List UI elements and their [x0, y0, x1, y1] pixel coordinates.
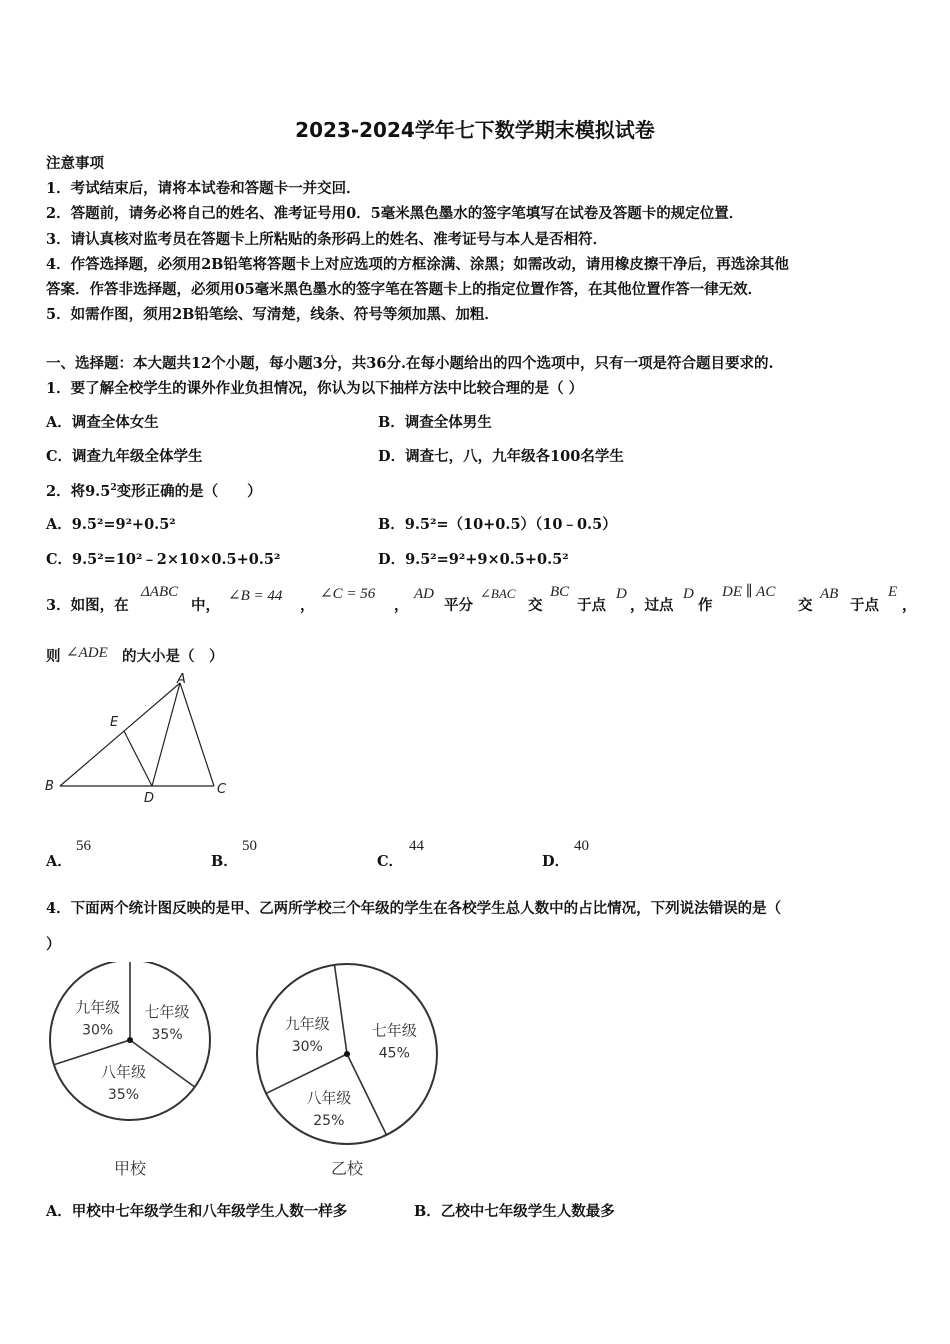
q3-text: 3．如图，在 [46, 597, 129, 614]
point-label-e: E [110, 715, 119, 730]
pie-slice-percent: 35% [107, 1087, 140, 1104]
notice-item: 3．请认真核对监考员在答题卡上所粘贴的条形码上的姓名、准考证号与本人是否相符． [46, 231, 608, 248]
q3-math: D [683, 586, 694, 602]
notice-item: 答案．作答非选择题，必须用05毫米黑色墨水的签字笔在答题卡上的指定位置作答，在其他位置作答一律无效． [46, 281, 763, 298]
point-label-b: B [45, 779, 54, 794]
pie-slice-category: 八年级 [306, 1088, 352, 1107]
q3-math: DE ∥ AC [722, 584, 776, 600]
question-1-option-c: C．调查九年级全体学生 [46, 448, 203, 465]
question-3-option-c-value: 44 [409, 838, 424, 854]
q3-text: ，过点 [630, 597, 674, 614]
q3-text: 的大小是（ ） [122, 648, 224, 665]
question-4-option-a: A．甲校中七年级学生和八年级学生人数一样多 [46, 1203, 348, 1220]
q3-text: ， [394, 597, 409, 614]
question-3-option-b-letter: B． [211, 853, 238, 870]
segment-de [124, 731, 152, 786]
pie-slice-category: 七年级 [144, 1003, 190, 1022]
question-3-stem [46, 582, 916, 612]
q3-math: ∠B = 44 [228, 588, 283, 604]
pie-chart-jia [50, 962, 210, 1178]
question-2-stem-post: 变形正确的是（ ） [116, 483, 262, 500]
pie-title: 乙校 [330, 1159, 364, 1178]
q3-text: ， [902, 597, 917, 614]
q3-text: 交 [528, 597, 543, 614]
question-2-stem-pre: 2．将9.5 [46, 483, 111, 500]
page-title: 2023-2024学年七下数学期末模拟试卷 [295, 118, 655, 142]
q3-text: 平分 [444, 597, 473, 614]
q3-text: 中， [191, 597, 220, 614]
q3-math: ΔABC [141, 584, 179, 600]
question-1-option-d: D．调查七，八，九年级各100名学生 [378, 448, 624, 465]
question-3-option-d-value: 40 [574, 838, 589, 854]
q3-math: AB [820, 586, 839, 602]
section-heading: 一、选择题：本大题共12个小题，每小题3分，共36分.在每小题给出的四个选项中，只有一项是符合题目要求的. [46, 355, 774, 372]
point-label-c: C [217, 782, 227, 797]
q3-text: 作 [698, 597, 713, 614]
pie-slice-category: 七年级 [371, 1021, 417, 1040]
question-3-option-c-letter: C． [377, 853, 404, 870]
q3-math: AD [414, 586, 434, 602]
notice-item: 2．答题前，请务必将自己的姓名、准考证号用0．5毫米黑色墨水的签字笔填写在试卷及答题卡的规定位置． [46, 205, 744, 222]
notice-item: 4．作答选择题，必须用2B铅笔将答题卡上对应选项的方框涂满、涂黑；如需改动，请用橡皮擦干净后，再选涂其他 [46, 256, 789, 273]
pie-center-dot [127, 1037, 133, 1043]
pie-charts [40, 962, 450, 1184]
question-1-stem: 1．要了解全校学生的课外作业负担情况，你认为以下抽样方法中比较合理的是（ ） [46, 380, 584, 397]
question-3-stem-line2 [46, 643, 346, 665]
q3-math: ∠C = 56 [320, 586, 376, 602]
triangle-figure [40, 670, 240, 810]
pie-title: 甲校 [113, 1159, 147, 1178]
q3-math: D [616, 586, 627, 602]
question-2-option-b: B．9.5²=（10+0.5）（10﹣0.5） [378, 516, 617, 533]
question-2-option-d: D．9.5²=9²+9×0.5+0.5² [378, 551, 569, 568]
q3-text: 交 [798, 597, 813, 614]
question-2-option-c: C．9.5²=10²﹣2×10×0.5+0.5² [46, 551, 281, 568]
q3-text: 则 [46, 648, 61, 665]
pie-slice-category: 八年级 [100, 1063, 147, 1082]
notice-item: 1．考试结束后，请将本试卷和答题卡一并交回． [46, 180, 361, 197]
pie-slice-percent: 30% [82, 1022, 114, 1039]
pie-slice-percent: 30% [291, 1038, 323, 1055]
question-4-option-b: B．乙校中七年级学生人数最多 [414, 1203, 615, 1220]
q3-math: E [888, 584, 898, 600]
q3-math: ∠ADE [66, 645, 108, 661]
question-3-option-b-value: 50 [242, 838, 257, 854]
q3-math: ∠BAC [480, 586, 516, 601]
point-label-a: A [177, 672, 186, 687]
segment-ac [180, 683, 214, 786]
pie-slice-percent: 35% [151, 1027, 183, 1044]
question-3-option-a-letter: A． [46, 853, 72, 870]
question-4-stem-end: ） [46, 936, 61, 953]
q3-text: 于点 [850, 597, 879, 614]
question-3-option-a-value: 56 [76, 838, 91, 854]
notice-heading: 注意事项 [46, 155, 104, 172]
q3-math: BC [550, 584, 570, 600]
pie-slice-category: 九年级 [75, 998, 121, 1017]
pie-slice-percent: 25% [313, 1112, 345, 1129]
question-3-option-d-letter: D． [542, 853, 570, 870]
pie-chart-yi [257, 964, 437, 1178]
question-1-option-b: B．调查全体男生 [378, 414, 492, 431]
q3-text: 于点 [577, 597, 606, 614]
q3-text: ， [300, 597, 315, 614]
question-4-stem: 4．下面两个统计图反映的是甲、乙两所学校三个年级的学生在各校学生总人数中的占比情况，下列说法错误的是（ [46, 900, 782, 917]
pie-slice-category: 九年级 [284, 1014, 330, 1033]
pie-center-dot [344, 1051, 350, 1057]
segment-ad [152, 683, 180, 786]
pie-slice-percent: 45% [378, 1045, 410, 1062]
question-2-stem: 2．将$9.5^2$变形正确的是（ ） [46, 483, 262, 500]
question-2-option-a: A．9.5²=9²+0.5² [46, 516, 176, 533]
point-label-d: D [144, 791, 155, 806]
segment-ab [60, 683, 180, 786]
question-1-option-a: A．调查全体女生 [46, 414, 159, 431]
notice-item: 5．如需作图，须用2B铅笔绘、写清楚，线条、符号等须加黑、加粗． [46, 306, 499, 323]
